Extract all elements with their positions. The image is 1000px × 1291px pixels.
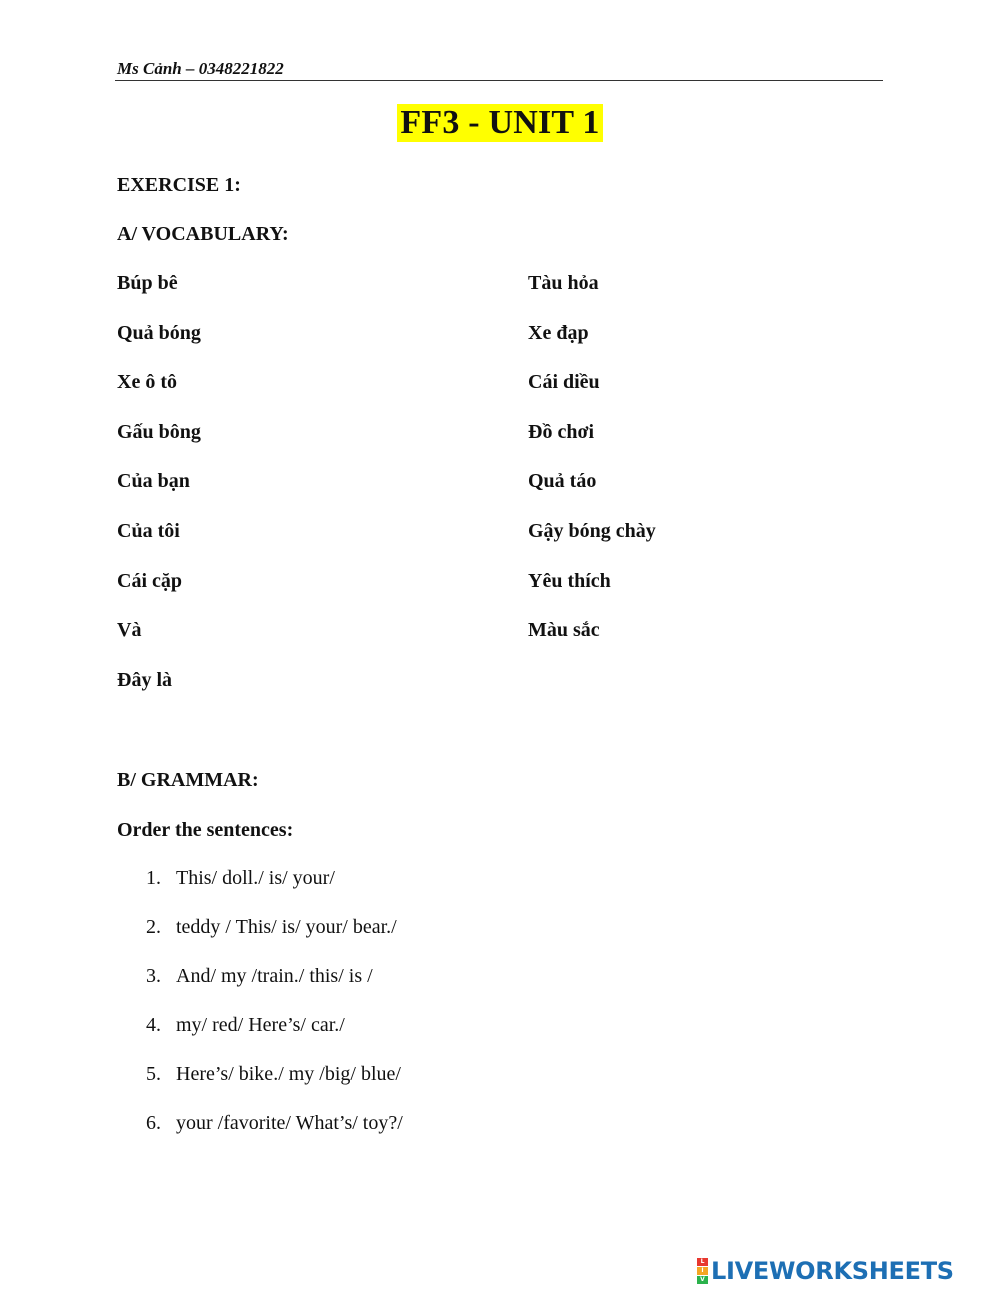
scrambled-sentence: teddy / This/ is/ your/ bear./ bbox=[176, 916, 397, 938]
vocab-word: Của bạn bbox=[117, 470, 190, 493]
vocabulary-heading: A/ VOCABULARY: bbox=[117, 223, 289, 245]
logo-text: LIVEWORKSHEETS bbox=[711, 1257, 954, 1285]
vocab-word: Cái cặp bbox=[117, 569, 182, 592]
list-item bbox=[146, 1111, 403, 1160]
scrambled-sentence: This/ doll./ is/ your/ bbox=[176, 867, 335, 889]
list-item bbox=[146, 1013, 403, 1062]
page-title: FF3 - UNIT 1 bbox=[397, 104, 602, 142]
vocab-word: Búp bê bbox=[117, 272, 178, 294]
vocab-word: Xe đạp bbox=[528, 321, 589, 344]
vocab-row bbox=[117, 618, 817, 668]
vocab-word: Và bbox=[117, 619, 142, 642]
exercise-label: EXERCISE 1: bbox=[117, 174, 241, 196]
title-container bbox=[0, 104, 1000, 142]
vocab-row bbox=[117, 370, 817, 420]
scrambled-sentence: And/ my /train./ this/ is / bbox=[176, 965, 373, 987]
list-item bbox=[146, 1062, 403, 1111]
order-sentences-list bbox=[146, 866, 403, 1160]
vocab-word: Gậy bóng chày bbox=[528, 519, 656, 542]
author-contact: Ms Cảnh – 0348221822 bbox=[117, 59, 284, 78]
vocab-word: Cái diều bbox=[528, 371, 600, 394]
vocab-word: Đồ chơi bbox=[528, 420, 595, 443]
vocab-row bbox=[117, 569, 817, 619]
vocab-row bbox=[117, 420, 817, 470]
vocab-row bbox=[117, 668, 817, 718]
grammar-instruction: Order the sentences: bbox=[117, 819, 294, 841]
vocab-word: Quả táo bbox=[528, 470, 597, 493]
vocabulary-list bbox=[117, 271, 817, 717]
vocab-row bbox=[117, 321, 817, 371]
scrambled-sentence: my/ red/ Here’s/ car./ bbox=[176, 1014, 345, 1036]
vocab-row bbox=[117, 469, 817, 519]
vocab-word: Màu sắc bbox=[528, 619, 600, 642]
header-divider bbox=[115, 80, 883, 81]
item-number: 5. bbox=[146, 1063, 161, 1085]
vocab-row bbox=[117, 271, 817, 321]
vocab-word: Gấu bông bbox=[117, 420, 201, 443]
logo-square: L bbox=[697, 1258, 708, 1266]
list-item bbox=[146, 964, 403, 1013]
scrambled-sentence: your /favorite/ What’s/ toy?/ bbox=[176, 1112, 403, 1134]
item-number: 6. bbox=[146, 1112, 161, 1134]
vocab-word: Yêu thích bbox=[528, 569, 611, 592]
vocab-word: Đây là bbox=[117, 668, 172, 691]
list-item bbox=[146, 915, 403, 964]
liveworksheets-logo-icon bbox=[697, 1258, 708, 1284]
grammar-heading: B/ GRAMMAR: bbox=[117, 769, 259, 791]
item-number: 1. bbox=[146, 867, 161, 889]
logo-square: V bbox=[697, 1276, 708, 1284]
item-number: 2. bbox=[146, 916, 161, 938]
scrambled-sentence: Here’s/ bike./ my /big/ blue/ bbox=[176, 1063, 401, 1085]
vocab-row bbox=[117, 519, 817, 569]
vocab-word: Tàu hỏa bbox=[528, 272, 599, 294]
item-number: 3. bbox=[146, 965, 161, 987]
logo-square: I bbox=[697, 1267, 708, 1275]
liveworksheets-logo bbox=[697, 1256, 954, 1286]
vocab-word: Của tôi bbox=[117, 519, 180, 542]
vocab-word: Xe ô tô bbox=[117, 371, 177, 394]
list-item bbox=[146, 866, 403, 915]
vocab-word: Quả bóng bbox=[117, 321, 201, 344]
item-number: 4. bbox=[146, 1014, 161, 1036]
